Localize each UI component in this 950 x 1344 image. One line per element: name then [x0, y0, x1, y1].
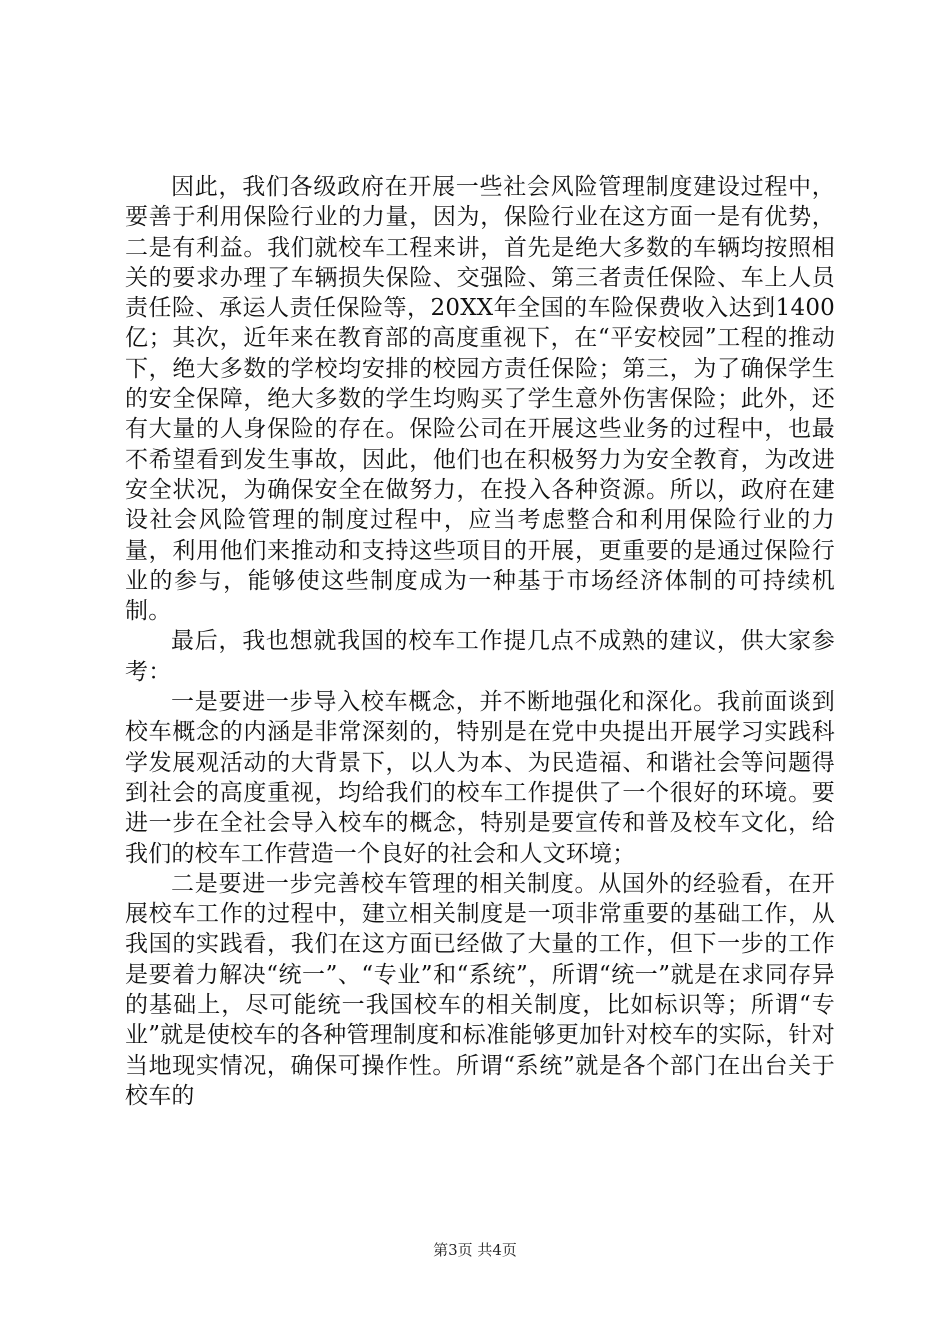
- document-body: [125, 172, 835, 1111]
- paragraph-suggestion-one: 一是要进一步导入校车概念，并不断地强化和深化。我前面谈到校车概念的内涵是非常深刻的，特别是在党中央提出开展学习实践科学发展观活动的大背景下，以人为本、为民造福、和谐社会等问题得到社会的高度重视，均给我们的校车工作提供了一个很好的环境。要进一步在全社会导入校车的概念，特别是要宣传和普及校车文化，给我们的校车工作营造一个良好的社会和人文环境；: [125, 689, 835, 867]
- paragraph-insurance: 因此，我们各级政府在开展一些社会风险管理制度建设过程中，要善于利用保险行业的力量，因为，保险行业在这方面一是有优势，二是有利益。我们就校车工程来讲，首先是绝大多数的车辆均按照相关的要求办理了车辆损失保险、交强险、第三者责任保险、车上人员责任险、承运人责任保险等，20XX年全国的车险保费收入达到1400亿；其次，近年来在教育部的高度重视下，在“平安校园”工程的推动下，绝大多数的学校均安排的校园方责任保险；第三，为了确保学生的安全保障，绝大多数的学生均购买了学生意外伤害保险；此外，还有大量的人身保险的存在。保险公司在开展这些业务的过程中，也最不希望看到发生事故，因此，他们也在积极努力为安全教育，为改进安全状况，为确保安全在做努力，在投入各种资源。所以，政府在建设社会风险管理的制度过程中，应当考虑整合和利用保险行业的力量，利用他们来推动和支持这些项目的开展，更重要的是通过保险行业的参与，能够使这些制度成为一种基于市场经济体制的可持续机制。: [125, 174, 835, 625]
- page-footer: 第3页 共4页: [433, 1241, 517, 1259]
- paragraph-suggestion-two: 二是要进一步完善校车管理的相关制度。从国外的经验看，在开展校车工作的过程中，建立相关制度是一项非常重要的基础工作，从我国的实践看，我们在这方面已经做了大量的工作，但下一步的工作是要着力解决“统一”、“专业”和“系统”，所谓“统一”就是在求同存异的基础上，尽可能统一我国校车的相关制度，比如标识等；所谓“专业”就是使校车的各种管理制度和标准能够更加针对校车的实际，针对当地现实情况，确保可操作性。所谓“系统”就是各个部门在出台关于校车的: [125, 870, 835, 1109]
- paragraph-suggestions-intro: 最后，我也想就我国的校车工作提几点不成熟的建议，供大家参考：: [125, 628, 835, 685]
